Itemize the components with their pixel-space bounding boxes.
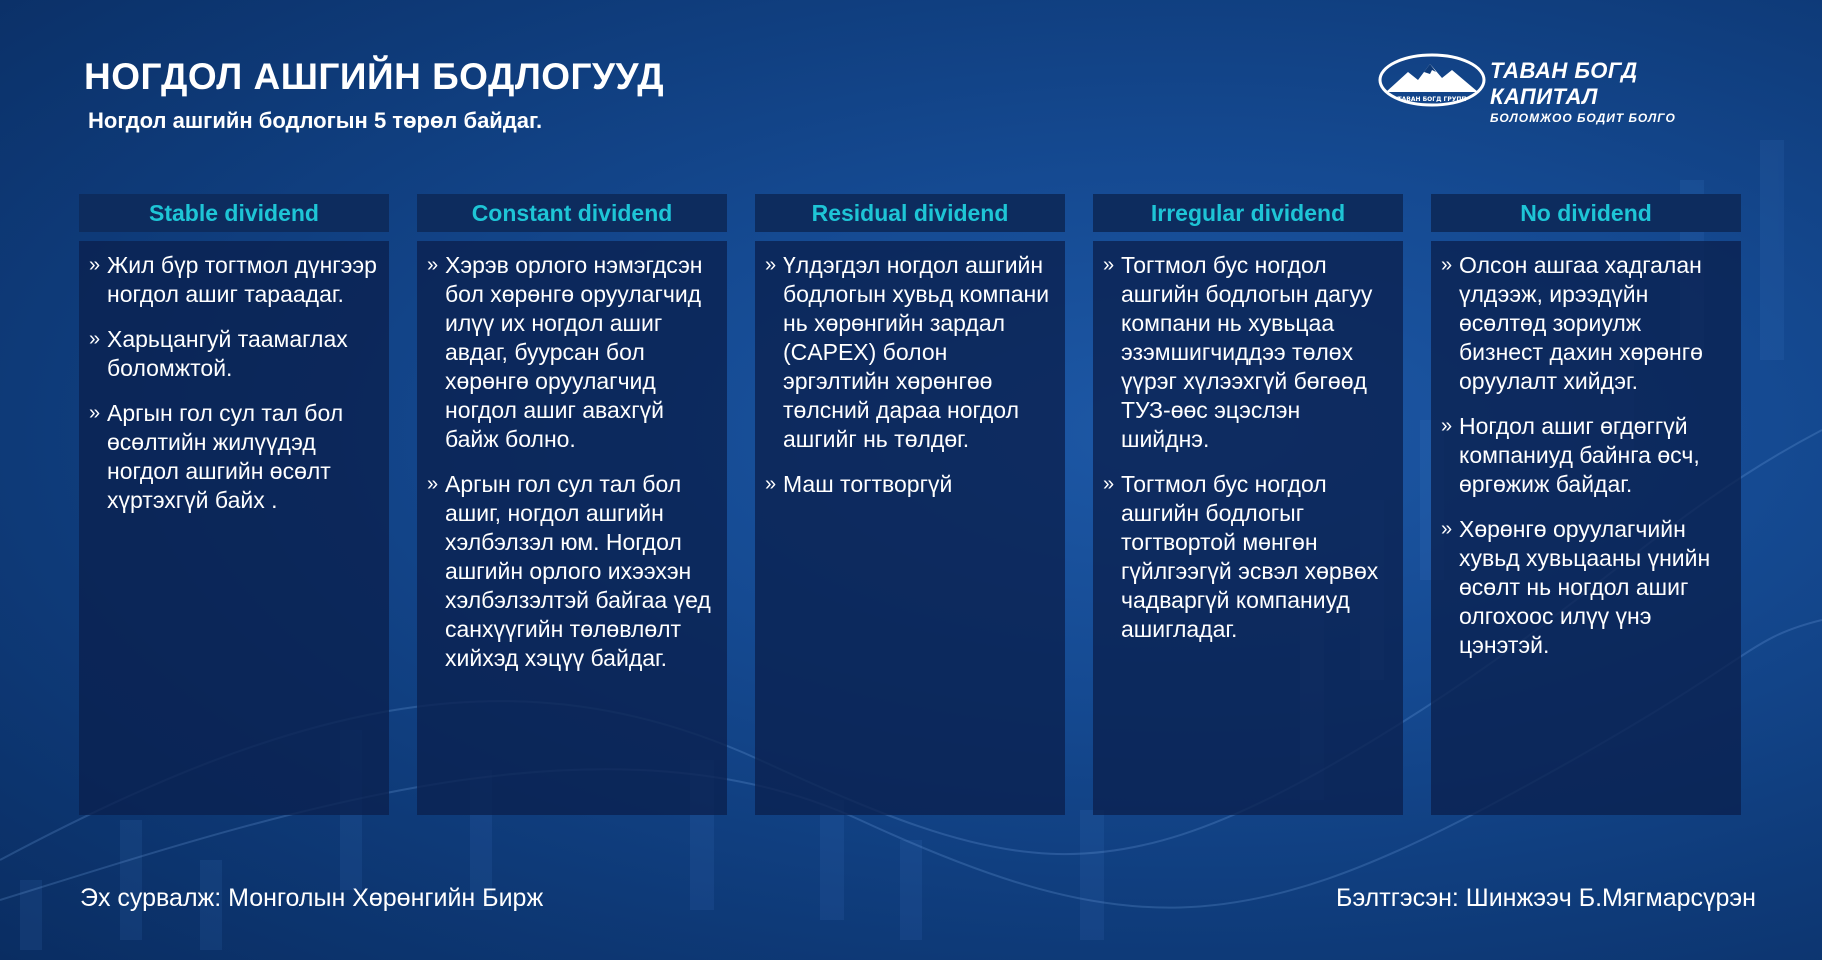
bullet-text: Аргын гол сул тал бол өсөлтийн жилүүдэд ногдол ашгийн өсөлт хүртэхгүй байх . <box>107 400 344 513</box>
bullet-item <box>89 325 377 383</box>
bullet-text: Хэрэв орлого нэмэгдсэн бол хөрөнгө оруулагчид илүү их ногдол ашиг авдаг, буурсан бол хөрөнгө оруулагчид ногдол ашиг авахгүй байж болно. <box>445 252 703 452</box>
column-no-dividend <box>1431 194 1741 815</box>
bullet-item <box>765 470 1053 499</box>
logo-name: ТАВАН БОГД КАПИТАЛ <box>1490 58 1638 109</box>
bullet-icon: » <box>89 328 101 350</box>
column-title: Irregular dividend <box>1093 194 1403 232</box>
bullet-item <box>765 251 1053 454</box>
bullet-item <box>1103 470 1391 644</box>
column-irregular-dividend <box>1093 194 1403 815</box>
column-body <box>755 241 1065 815</box>
column-title: Stable dividend <box>79 194 389 232</box>
bullet-icon: » <box>1103 473 1115 495</box>
bullet-text: Тогтмол бус ногдол ашгийн бодлогыг тогтвортой мөнгөн гүйлгээгүй эсвэл хөрвөх чадваргүй компаниуд ашигладаг. <box>1121 471 1379 642</box>
mountain-logo-icon <box>1378 52 1486 108</box>
author-note: Бэлтгэсэн: Шинжээч Б.Мягмарсүрэн <box>1336 884 1756 912</box>
page-title: НОГДОЛ АШГИЙН БОДЛОГУУД <box>84 56 665 97</box>
bullet-icon: » <box>765 473 777 495</box>
column-body <box>79 241 389 815</box>
column-title: Residual dividend <box>755 194 1065 232</box>
source-note: Эх сурвалж: Монголын Хөрөнгийн Бирж <box>80 884 544 912</box>
bullet-item <box>1441 412 1729 499</box>
column-constant-dividend <box>417 194 727 815</box>
column-stable-dividend <box>79 194 389 815</box>
column-body <box>1431 241 1741 815</box>
bullet-icon: » <box>89 402 101 424</box>
bullet-text: Маш тогтворгүй <box>783 471 953 497</box>
column-title: No dividend <box>1431 194 1741 232</box>
column-body <box>417 241 727 815</box>
bullet-item <box>89 251 377 309</box>
bullet-text: Хөрөнгө оруулагчийн хувьд хувьцааны үнийн өсөлт нь ногдол ашиг олгохоос илүү үнэ цэнэтэй. <box>1459 516 1711 658</box>
logo-slogan: БОЛОМЖОО БОДИТ БОЛГО <box>1490 111 1676 125</box>
bullet-text: Ногдол ашиг өгдөггүй компаниуд байнга өсч, өргөжиж байдаг. <box>1459 413 1700 497</box>
bullet-text: Жил бүр тогтмол дүнгээр ногдол ашиг тараадаг. <box>107 252 377 307</box>
logo-text <box>1490 58 1738 125</box>
company-logo <box>1378 52 1738 125</box>
bullet-item <box>1103 251 1391 454</box>
header <box>84 56 664 134</box>
page-subtitle: Ногдол ашгийн бодлогын 5 төрөл байдаг. <box>88 108 543 133</box>
column-body <box>1093 241 1403 815</box>
logo-ring-text: ТАВАН БОГД ГРУПП <box>1397 96 1467 103</box>
bullet-icon: » <box>89 254 101 276</box>
bullet-icon: » <box>765 254 777 276</box>
bullet-text: Тогтмол бус ногдол ашгийн бодлогын дагуу компани нь хувьцаа эзэмшигчиддээ төлөх үүрэг хүлээхгүй бөгөөд ТУЗ-өөс эцэслэн шийднэ. <box>1121 252 1373 452</box>
column-title: Constant dividend <box>417 194 727 232</box>
bullet-icon: » <box>427 473 439 495</box>
bullet-item <box>427 251 715 454</box>
bullet-item <box>89 399 377 515</box>
column-residual-dividend <box>755 194 1065 815</box>
bullet-icon: » <box>427 254 439 276</box>
bullet-icon: » <box>1103 254 1115 276</box>
bullet-text: Олсон ашгаа хадгалан үлдээж, ирээдүйн өсөлтөд зориулж бизнест дахин хөрөнгө оруулалт хийдэг. <box>1459 252 1703 394</box>
bullet-text: Үлдэгдэл ногдол ашгийн бодлогын хувьд компани нь хөрөнгийн зардал (CAPEX) болон эргэлтийн хөрөнгөө төлсний дараа ногдол ашгийг нь төлдөг. <box>783 252 1050 452</box>
bullet-icon: » <box>1441 518 1453 540</box>
bullet-icon: » <box>1441 254 1453 276</box>
bullet-item <box>1441 515 1729 660</box>
bullet-item <box>427 470 715 673</box>
bullet-text: Харьцангуй таамаглах боломжтой. <box>107 326 348 381</box>
bullet-icon: » <box>1441 415 1453 437</box>
bullet-text: Аргын гол сул тал бол ашиг, ногдол ашгийн хэлбэлзэл юм. Ногдол ашгийн орлого ихээхэн хэлбэлзэлтэй байгаа үед санхүүгийн төлөвлөлт хийхэд хэцүү байдаг. <box>445 471 711 671</box>
bullet-item <box>1441 251 1729 396</box>
